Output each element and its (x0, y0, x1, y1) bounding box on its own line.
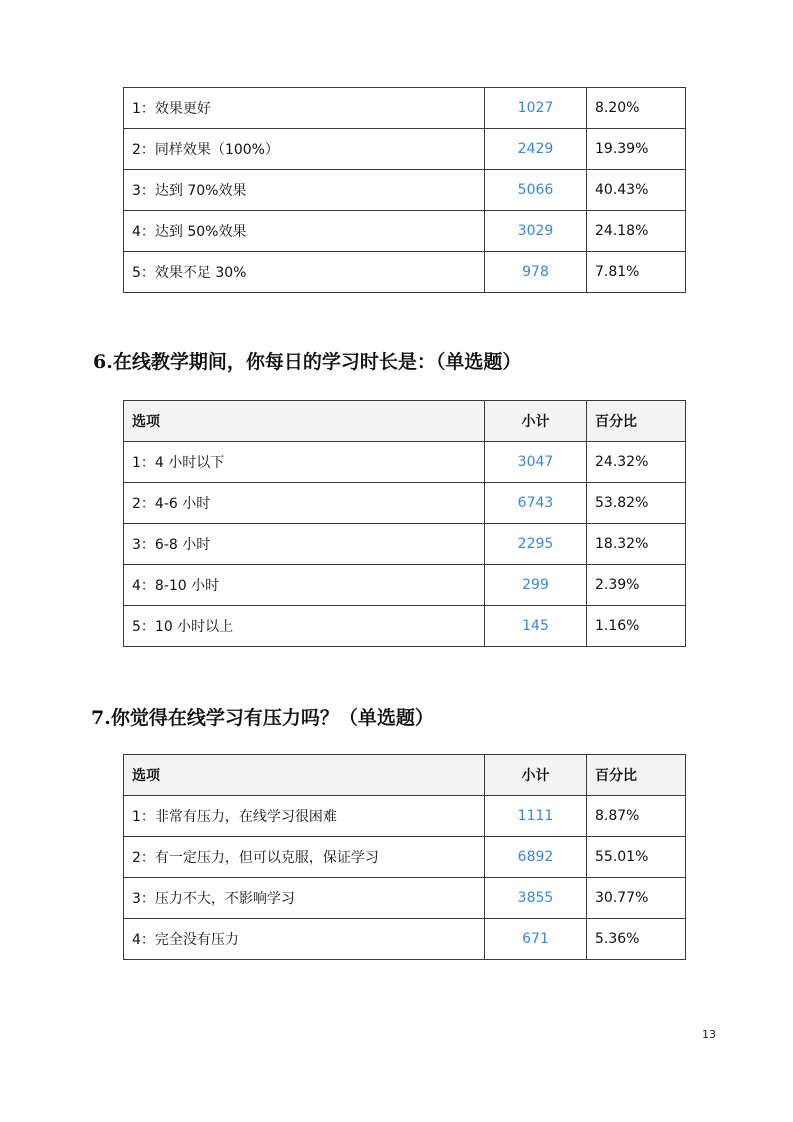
question-6-title: 6.在线教学期间，你每日的学习时长是：（单选题） (93, 351, 522, 373)
table-row (124, 170, 686, 211)
table-row (124, 211, 686, 252)
count-link[interactable]: 2429 (485, 129, 587, 170)
option-cell: 1：非常有压力，在线学习很困难 (124, 796, 485, 837)
count-link[interactable]: 671 (485, 919, 587, 960)
option-cell: 4：完全没有压力 (124, 919, 485, 960)
table-row (124, 252, 686, 293)
percent-cell: 5.36% (587, 919, 686, 960)
percent-cell: 30.77% (587, 878, 686, 919)
count-link[interactable]: 6892 (485, 837, 587, 878)
table-row (124, 606, 686, 647)
option-cell: 1：效果更好 (124, 88, 485, 129)
table-row (124, 837, 686, 878)
table-row (124, 442, 686, 483)
option-cell: 2：有一定压力，但可以克服，保证学习 (124, 837, 485, 878)
count-link[interactable]: 3855 (485, 878, 587, 919)
option-cell: 5：效果不足 30% (124, 252, 485, 293)
table-row (124, 88, 686, 129)
count-link[interactable]: 3047 (485, 442, 587, 483)
percent-cell: 19.39% (587, 129, 686, 170)
percent-cell: 7.81% (587, 252, 686, 293)
count-link[interactable]: 978 (485, 252, 587, 293)
table-header-row (124, 401, 686, 442)
table-row (124, 878, 686, 919)
option-cell: 3：压力不大，不影响学习 (124, 878, 485, 919)
count-link[interactable]: 1027 (485, 88, 587, 129)
percent-cell: 24.18% (587, 211, 686, 252)
count-link[interactable]: 2295 (485, 524, 587, 565)
option-cell: 5：10 小时以上 (124, 606, 485, 647)
results-table-q5 (123, 87, 686, 293)
header-count: 小计 (485, 401, 587, 442)
table-row (124, 919, 686, 960)
table-row (124, 796, 686, 837)
header-count: 小计 (485, 755, 587, 796)
option-cell: 3：达到 70%效果 (124, 170, 485, 211)
percent-cell: 55.01% (587, 837, 686, 878)
header-percent: 百分比 (587, 755, 686, 796)
page-number: 13 (702, 1028, 716, 1041)
header-percent: 百分比 (587, 401, 686, 442)
count-link[interactable]: 145 (485, 606, 587, 647)
percent-cell: 18.32% (587, 524, 686, 565)
percent-cell: 1.16% (587, 606, 686, 647)
option-cell: 1：4 小时以下 (124, 442, 485, 483)
percent-cell: 2.39% (587, 565, 686, 606)
question-7-title: 7.你觉得在线学习有压力吗？（单选题） (91, 707, 434, 729)
percent-cell: 8.20% (587, 88, 686, 129)
table-header-row (124, 755, 686, 796)
header-option: 选项 (124, 401, 485, 442)
option-cell: 2：同样效果（100%） (124, 129, 485, 170)
table-row (124, 483, 686, 524)
percent-cell: 24.32% (587, 442, 686, 483)
table-row (124, 524, 686, 565)
count-link[interactable]: 299 (485, 565, 587, 606)
count-link[interactable]: 3029 (485, 211, 587, 252)
header-option: 选项 (124, 755, 485, 796)
count-link[interactable]: 6743 (485, 483, 587, 524)
percent-cell: 40.43% (587, 170, 686, 211)
count-link[interactable]: 1111 (485, 796, 587, 837)
option-cell: 2：4-6 小时 (124, 483, 485, 524)
option-cell: 4：达到 50%效果 (124, 211, 485, 252)
percent-cell: 53.82% (587, 483, 686, 524)
table-row (124, 565, 686, 606)
option-cell: 4：8-10 小时 (124, 565, 485, 606)
count-link[interactable]: 5066 (485, 170, 587, 211)
results-table-q7 (123, 754, 686, 960)
percent-cell: 8.87% (587, 796, 686, 837)
option-cell: 3：6-8 小时 (124, 524, 485, 565)
results-table-q6 (123, 400, 686, 647)
table-row (124, 129, 686, 170)
